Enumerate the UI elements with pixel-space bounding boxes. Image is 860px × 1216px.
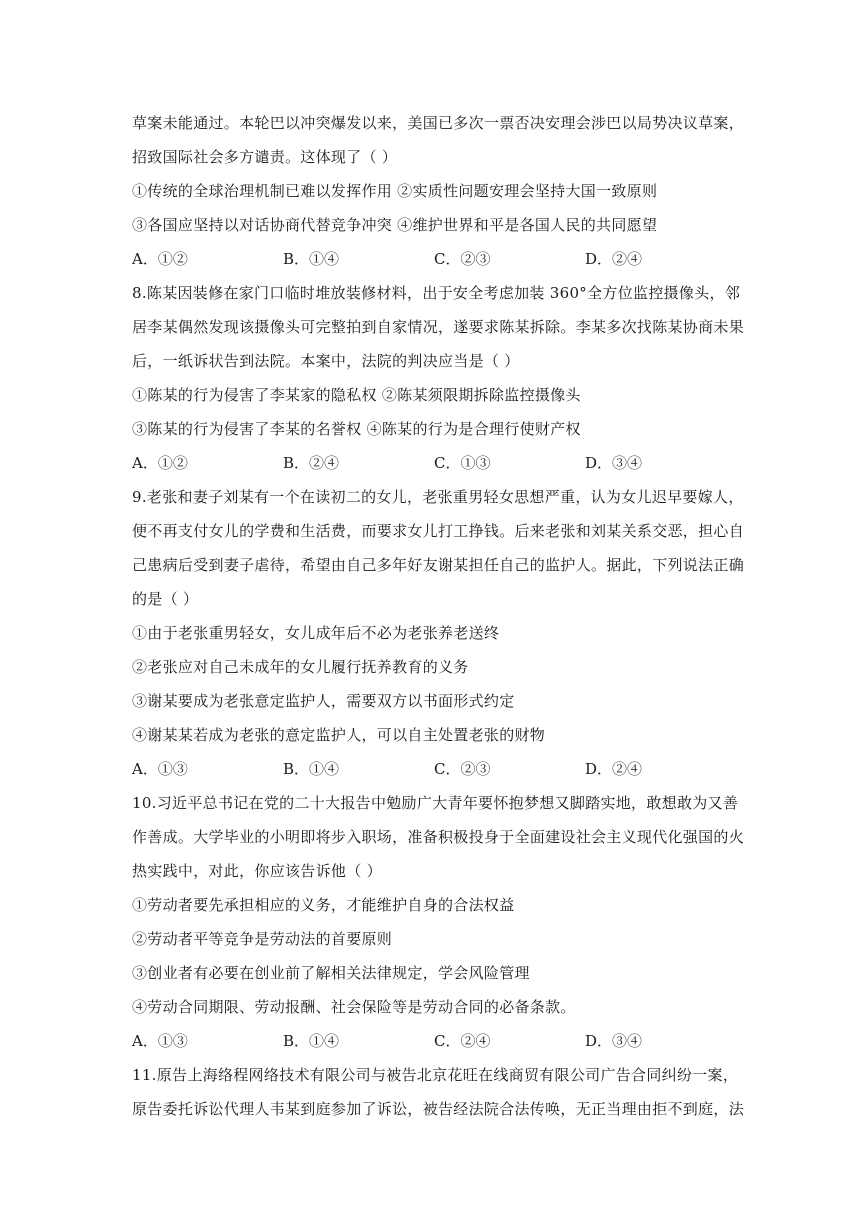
question-stem-line: 9.老张和妻子刘某有一个在读初二的女儿，老张重男轻女思想严重，认为女儿迟早要嫁人， bbox=[132, 488, 744, 506]
statement-line: ①由于老张重男轻女，女儿成年后不必为老张养老送终 bbox=[132, 624, 500, 642]
option-d: D．②④ bbox=[585, 250, 643, 268]
statement-line: ③各国应坚持以对话协商代替竞争冲突 ④维护世界和平是各国人民的共同愿望 bbox=[132, 216, 658, 234]
statement-line: ②老张应对自己未成年的女儿履行抚养教育的义务 bbox=[132, 658, 469, 676]
question-stem-line: 居李某偶然发现该摄像头可完整拍到自家情况，遂要求陈某拆除。李某多次找陈某协商未果 bbox=[132, 318, 745, 336]
option-c: C．②③ bbox=[434, 250, 491, 268]
option-b: B．①④ bbox=[283, 760, 340, 778]
statement-line: ①传统的全球治理机制已难以发挥作用 ②实质性问题安理会坚持大国一致原则 bbox=[132, 182, 658, 200]
option-b: B．①④ bbox=[283, 250, 340, 268]
answer-options bbox=[132, 1024, 738, 1058]
statement-line: ①陈某的行为侵害了李某家的隐私权 ②陈某须限期拆除监控摄像头 bbox=[132, 386, 581, 404]
question-stem-line: 便不再支付女儿的学费和生活费，而要求女儿打工挣钱。后来老张和刘某关系交恶，担心自 bbox=[132, 522, 745, 540]
option-d: D．③④ bbox=[585, 454, 643, 472]
option-d: D．②④ bbox=[585, 760, 643, 778]
statement-line: ③创业者有必要在创业前了解相关法律规定，学会风险管理 bbox=[132, 964, 530, 982]
statement-line: ①劳动者要先承担相应的义务，才能维护自身的合法权益 bbox=[132, 896, 515, 914]
statement-line: ③谢某要成为老张意定监护人，需要双方以书面形式约定 bbox=[132, 692, 515, 710]
question-9 bbox=[132, 480, 745, 786]
question-stem-line: 招致国际社会多方谴责。这体现了（ ） bbox=[132, 148, 398, 166]
document-page bbox=[132, 106, 745, 1126]
option-b: B．①④ bbox=[283, 1032, 340, 1050]
question-stem-line: 草案未能通过。本轮巴以冲突爆发以来，美国已多次一票否决安理会涉巴以局势决议草案， bbox=[132, 114, 745, 132]
option-c: C．②④ bbox=[434, 1032, 491, 1050]
question-11 bbox=[132, 1058, 745, 1126]
question-stem-line: 热实践中，对此，你应该告诉他（ ） bbox=[132, 862, 382, 880]
question-8 bbox=[132, 276, 745, 480]
question-stem-line: 己患病后受到妻子虐待，希望由自己多年好友谢某担任自己的监护人。据此，下列说法正确 bbox=[132, 556, 745, 574]
question-stem-line: 作善成。大学毕业的小明即将步入职场，准备积极投身于全面建设社会主义现代化强国的火 bbox=[132, 828, 745, 846]
statement-line: ②劳动者平等竞争是劳动法的首要原则 bbox=[132, 930, 393, 948]
option-a: A．①② bbox=[132, 250, 188, 268]
question-stem-line: 的是（ ） bbox=[132, 590, 199, 608]
question-stem-line: 原告委托诉讼代理人韦某到庭参加了诉讼，被告经法院合法传唤，无正当理由拒不到庭，法 bbox=[132, 1100, 745, 1118]
question-10 bbox=[132, 786, 745, 1058]
answer-options bbox=[132, 752, 738, 786]
option-a: A．①③ bbox=[132, 1032, 188, 1050]
statement-line: ③陈某的行为侵害了李某的名誉权 ④陈某的行为是合理行使财产权 bbox=[132, 420, 581, 438]
option-a: A．①③ bbox=[132, 760, 188, 778]
option-b: B．②④ bbox=[283, 454, 340, 472]
statement-line: ④劳动合同期限、劳动报酬、社会保险等是劳动合同的必备条款。 bbox=[132, 998, 576, 1016]
question-stem-line: 11.原告上海络程网络技术有限公司与被告北京花旺在线商贸有限公司广告合同纠纷一案， bbox=[132, 1066, 739, 1084]
statement-line: ④谢某某若成为老张的意定监护人，可以自主处置老张的财物 bbox=[132, 726, 546, 744]
question-stem-line: 后，一纸诉状告到法院。本案中，法院的判决应当是（ ） bbox=[132, 352, 520, 370]
option-c: C．①③ bbox=[434, 454, 491, 472]
question-stem-line: 8.陈某因装修在家门口临时堆放装修材料，出于安全考虑加装 360°全方位监控摄像头，邻 bbox=[132, 284, 741, 302]
answer-options bbox=[132, 446, 738, 480]
question-stem-line: 10.习近平总书记在党的二十大报告中勉励广大青年要怀抱梦想又脚踏实地，敢想敢为又善 bbox=[132, 794, 739, 812]
question-7 bbox=[132, 106, 745, 276]
option-d: D．③④ bbox=[585, 1032, 643, 1050]
option-a: A．①② bbox=[132, 454, 188, 472]
answer-options bbox=[132, 242, 738, 276]
option-c: C．②③ bbox=[434, 760, 491, 778]
